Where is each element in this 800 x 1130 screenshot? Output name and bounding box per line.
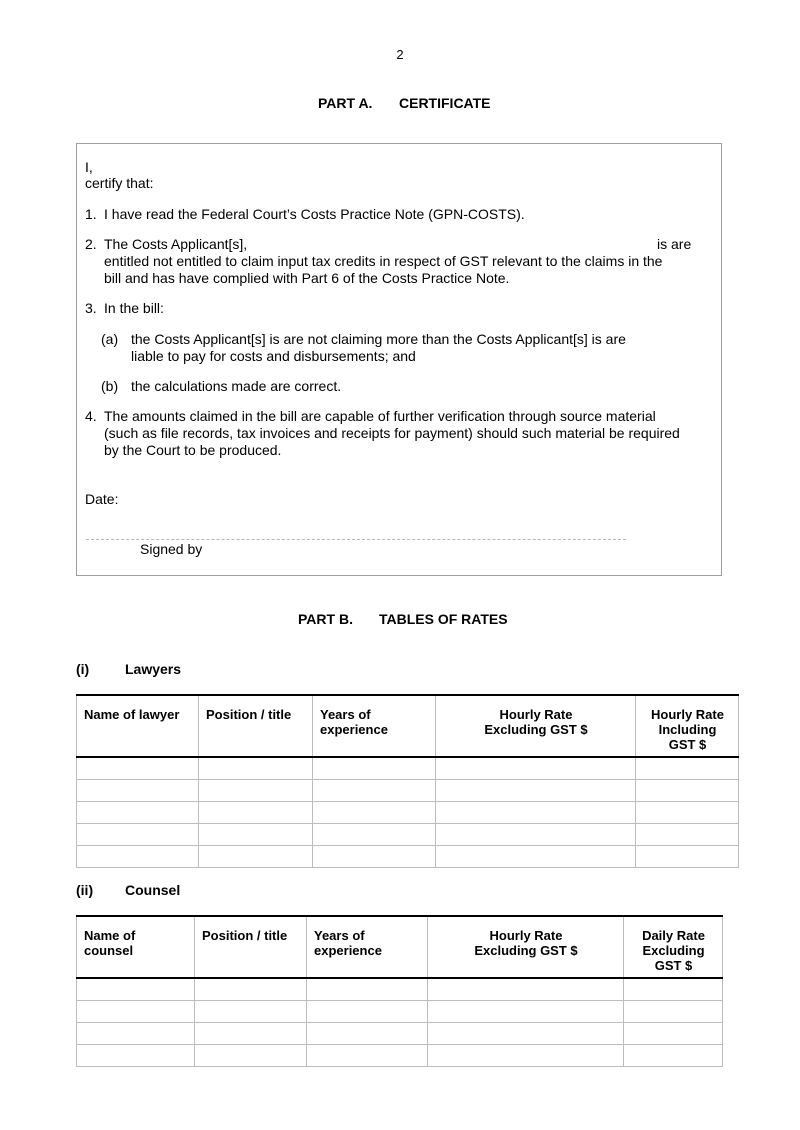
certifier-line: I, [85,159,93,175]
table-cell [195,1001,307,1023]
item-text: the Costs Applicant[s] is are not claiming more than the Costs Applicant[s] is are [131,331,626,347]
table-row [77,780,739,802]
table-row [77,1001,723,1023]
table-cell [77,1045,195,1067]
table-cell [199,757,313,780]
table-cell [195,1023,307,1045]
col-header-position: Position / title [195,916,307,978]
item-text: I have read the Federal Court’s Costs Practice Note (GPN-COSTS). [104,206,525,222]
table-row [77,846,739,868]
table-cell [436,757,636,780]
date-label: Date: [85,491,119,507]
table-cell [636,757,739,780]
item-number: 3. [85,300,97,316]
table-cell [77,1023,195,1045]
item-text: The Costs Applicant[s], [104,236,248,252]
table-cell [199,780,313,802]
part-a-title: CERTIFICATE [399,95,491,111]
signature-line [86,539,626,540]
table-cell [624,978,723,1001]
sub-item-number: (b) [101,378,119,394]
table-row [77,978,723,1001]
lawyers-section-number: (i) [76,661,90,677]
col-header-position: Position / title [199,695,313,757]
table-cell [77,978,195,1001]
item-text: the calculations made are correct. [131,378,342,394]
table-cell [624,1023,723,1045]
col-header-hourly-excl: Hourly Rate Excluding GST $ [428,916,624,978]
page-number: 2 [396,47,404,62]
table-cell [77,802,199,824]
item-number: 2. [85,236,97,252]
table-cell [313,780,436,802]
table-cell [636,824,739,846]
table-cell [77,1001,195,1023]
table-cell [313,824,436,846]
table-cell [624,1001,723,1023]
table-cell [77,780,199,802]
counsel-table [76,915,723,1067]
part-a-label: PART A. [318,95,373,111]
table-cell [195,1045,307,1067]
col-header-experience: Years of experience [307,916,428,978]
table-cell [636,846,739,868]
item-text: The amounts claimed in the bill are capable of further verification through source material [104,408,656,424]
table-cell [428,1045,624,1067]
col-header-daily-excl: Daily Rate Excluding GST $ [624,916,723,978]
col-header-experience: Years of experience [313,695,436,757]
table-cell [636,780,739,802]
table-row [77,824,739,846]
table-cell [77,757,199,780]
item-text: liable to pay for costs and disbursements; and [131,348,416,364]
col-header-name: Name of counsel [77,916,195,978]
item-text: by the Court to be produced. [104,442,282,458]
table-cell [313,802,436,824]
table-cell [307,1023,428,1045]
table-cell [436,824,636,846]
table-cell [624,1045,723,1067]
table-cell [313,846,436,868]
col-header-hourly-incl: Hourly Rate Including GST $ [636,695,739,757]
part-b-label: PART B. [298,611,353,627]
table-cell [199,824,313,846]
lawyers-section-title: Lawyers [125,661,182,677]
counsel-section-title: Counsel [125,882,181,898]
sub-item-number: (a) [101,331,119,347]
item-text: entitled not entitled to claim input tax credits in respect of GST relevant to the claims in the [104,253,663,269]
table-cell [199,802,313,824]
table-cell [636,802,739,824]
table-row [77,1023,723,1045]
table-row [77,757,739,780]
col-header-hourly-excl: Hourly Rate Excluding GST $ [436,695,636,757]
item-text: (such as file records, tax invoices and receipts for payment) should such material be required [104,425,680,441]
item-number: 4. [85,408,97,424]
table-cell [307,1001,428,1023]
table-cell [436,802,636,824]
table-cell [195,978,307,1001]
table-cell [428,1001,624,1023]
part-b-title: TABLES OF RATES [379,611,508,627]
item-text: In the bill: [104,300,164,316]
col-header-name: Name of lawyer [77,695,199,757]
item-text: is are [657,236,692,252]
table-cell [428,1023,624,1045]
table-cell [313,757,436,780]
item-number: 1. [85,206,97,222]
table-cell [307,1045,428,1067]
table-cell [307,978,428,1001]
table-cell [436,780,636,802]
certify-line: certify that: [85,175,154,191]
table-cell [77,824,199,846]
table-row [77,802,739,824]
table-row [77,1045,723,1067]
table-cell [199,846,313,868]
counsel-section-number: (ii) [76,882,94,898]
table-cell [77,846,199,868]
item-text: bill and has have complied with Part 6 of the Costs Practice Note. [104,270,510,286]
lawyers-table [76,694,739,868]
table-cell [428,978,624,1001]
signed-by-label: Signed by [140,541,203,557]
table-cell [436,846,636,868]
